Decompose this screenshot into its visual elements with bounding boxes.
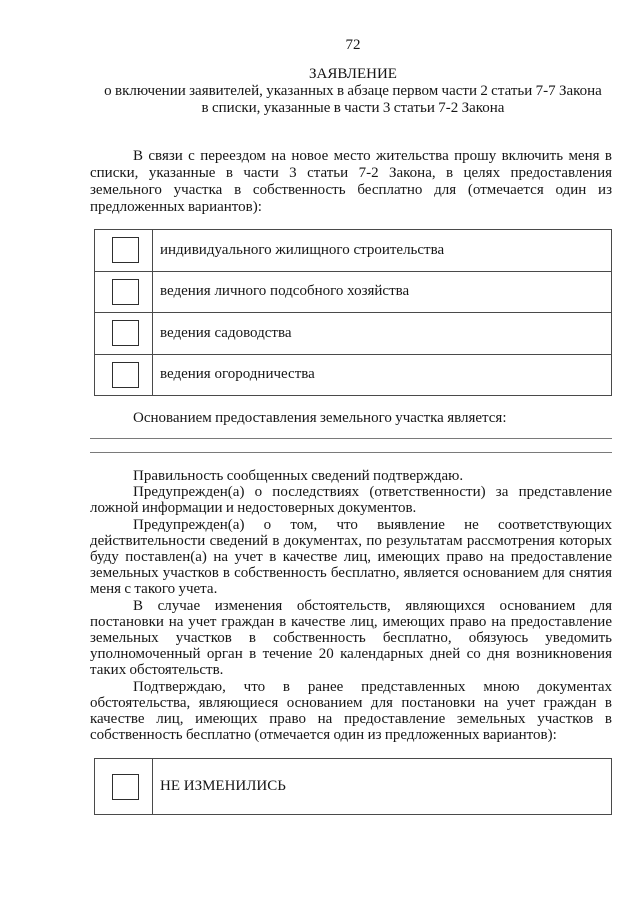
- paragraph-line: Правильность сообщенных сведений подтверждаю.: [133, 468, 464, 484]
- purpose-option-row: [95, 230, 611, 272]
- checkbox-cell: [95, 272, 153, 313]
- document-title: ЗАЯВЛЕНИЕ: [309, 66, 397, 82]
- paragraph-line: земельного участка в собственность бесплатно для (отмечается один из: [90, 182, 612, 198]
- purpose-option-label: ведения садоводства: [160, 324, 292, 341]
- paragraph-line: списки, указанные в части 3 статьи 7-2 Закона, в целях предоставления: [90, 165, 612, 181]
- basis-input-line[interactable]: [90, 452, 612, 453]
- paragraph-line: таких обстоятельств.: [90, 662, 224, 679]
- purpose-option-checkbox[interactable]: [112, 279, 139, 305]
- paragraph-line: Предупрежден(а) о том, что выявление не соответствующих: [133, 516, 612, 533]
- purpose-option-row: [95, 272, 611, 314]
- document-subtitle-line: о включении заявителей, указанных в абзаце первом части 2 статьи 7-7 Закона: [104, 83, 602, 100]
- paragraph-line: уполномоченный орган в течение 20 календарных дней со дня возникновения: [90, 646, 612, 663]
- basis-label-text: Основанием предоставления земельного участка является:: [133, 410, 507, 426]
- declaration-paragraph: [90, 517, 612, 598]
- paragraph-line: качестве лиц, имеющих право на предоставление земельных участков в: [90, 711, 612, 728]
- paragraph-line: меня с такого учета.: [90, 581, 218, 598]
- paragraph-line: земельных участков в собственность бесплатно, является основанием для снятия: [90, 565, 612, 582]
- purpose-option-checkbox[interactable]: [112, 320, 139, 346]
- purpose-option-row: [95, 355, 611, 396]
- paragraph-line: земельных участков в собственность бесплатно, обязуюсь уведомить: [90, 630, 612, 647]
- intro-paragraph: [90, 148, 612, 216]
- checkbox-cell: [95, 759, 153, 814]
- declarations-section: [90, 468, 612, 743]
- document-header: [92, 66, 614, 118]
- paragraph-line: постановки на учет граждан в качестве лиц, имеющих право на предоставление: [90, 613, 612, 630]
- status-option-label: НЕ ИЗМЕНИЛИСЬ: [160, 778, 286, 794]
- status-options-table: [94, 758, 612, 815]
- paragraph-line: ложной информации и недостоверных документов.: [90, 500, 417, 517]
- basis-input[interactable]: [90, 421, 612, 437]
- paragraph-line: обстоятельства, являющиеся основанием для постановки на учет граждан в: [90, 694, 612, 711]
- purpose-option-checkbox[interactable]: [112, 237, 139, 263]
- declaration-paragraph: [90, 679, 612, 744]
- purpose-option-label: ведения личного подсобного хозяйства: [160, 283, 410, 300]
- page-number: 72: [345, 37, 361, 53]
- purpose-option-label: индивидуального жилищного строительства: [160, 241, 445, 258]
- declaration-paragraph: [90, 598, 612, 679]
- purpose-options-table: [94, 229, 612, 396]
- paragraph-line: действительности сведений в документах, по результатам рассмотрения которых: [90, 532, 612, 549]
- checkbox-cell: [95, 313, 153, 354]
- paragraph-line: В случае изменения обстоятельств, являющихся основанием для: [133, 597, 612, 614]
- purpose-option-row: [95, 313, 611, 355]
- checkbox-cell: [95, 355, 153, 396]
- paragraph-line: буду поставлен(а) на учет в качестве лиц, имеющих право на предоставление: [90, 549, 612, 566]
- paragraph-line: Подтверждаю, что в ранее представленных мною документах: [133, 678, 612, 695]
- paragraph-line: собственность бесплатно (отмечается один из предложенных вариантов):: [90, 727, 557, 744]
- declaration-paragraph: [90, 468, 612, 484]
- basis-input-line[interactable]: [90, 438, 612, 439]
- document-subtitle-line: в списки, указанные в части 3 статьи 7-2 Закона: [201, 100, 505, 117]
- paragraph-line: предложенных вариантов):: [90, 199, 262, 215]
- status-option-row: [95, 759, 611, 814]
- purpose-option-checkbox[interactable]: [112, 362, 139, 388]
- checkbox-cell: [95, 230, 153, 271]
- paragraph-line: Предупрежден(а) о последствиях (ответственности) за представление: [133, 484, 612, 501]
- status-option-checkbox[interactable]: [112, 774, 139, 800]
- paragraph-line: В связи с переездом на новое место жительства прошу включить меня в: [133, 148, 612, 164]
- declaration-paragraph: [90, 484, 612, 516]
- purpose-option-label: ведения огородничества: [160, 366, 315, 383]
